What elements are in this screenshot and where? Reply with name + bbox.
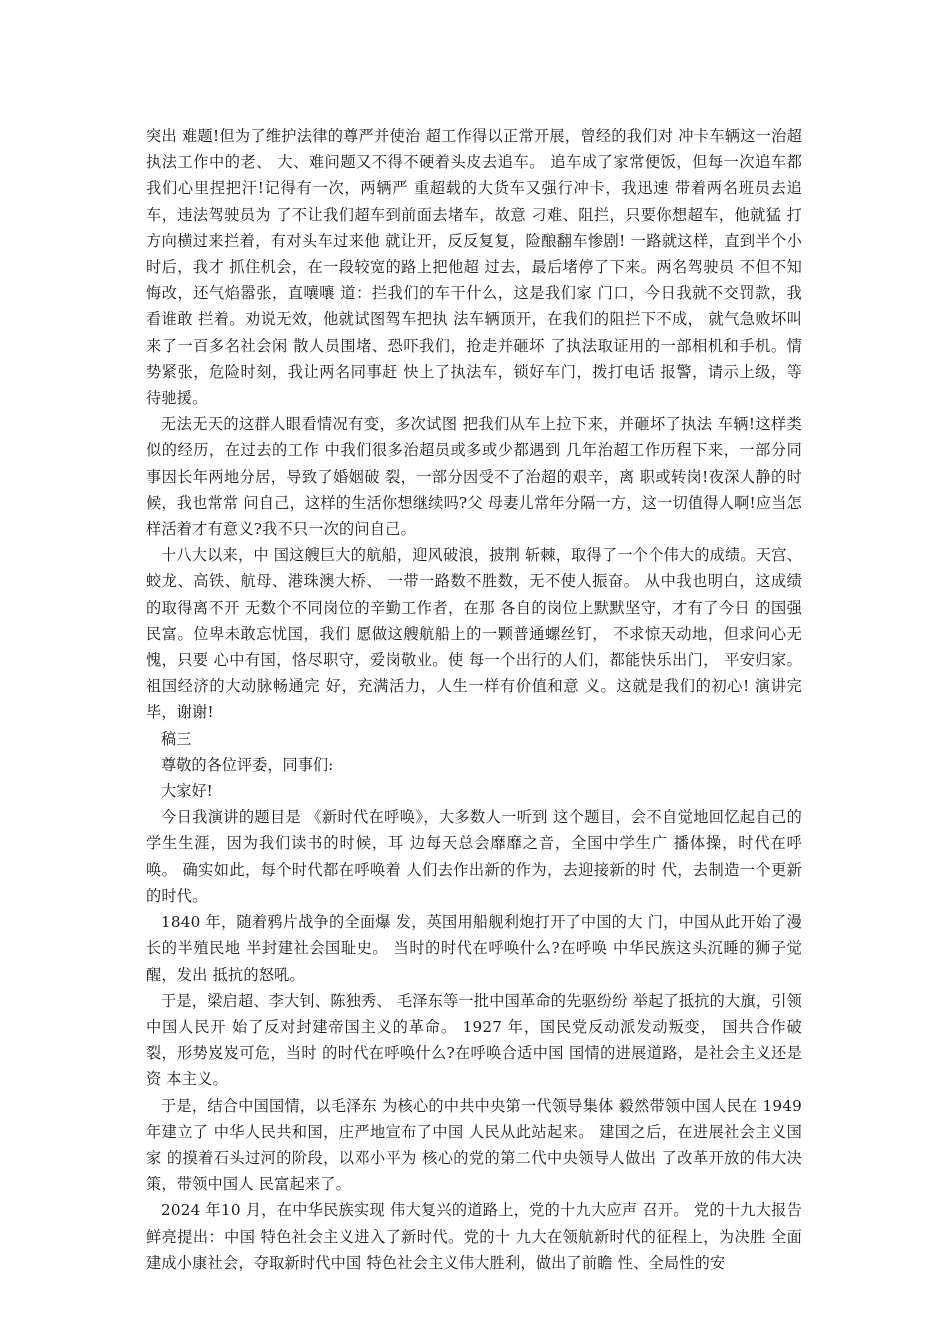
- greeting: 大家好!: [161, 782, 213, 801]
- salutation: 尊敬的各位评委，同事们:: [161, 755, 334, 774]
- paragraph-2: 无法无天的这群人眼看情况有变，多次试图 把我们从车上拉下来，并砸坏了执法 车辆!这样类似的经历，在过去的工作 中我们很多治超员或多或少都遇到 几年治超工作历程下来，一部分同事因长年两地分居，导致了婚姻破 裂，一部分因受不了治超的艰辛，离 职或转岗!夜深人静的时候，我也常常 问自己，这样的生活你想继续吗?父 母妻儿常年分隔一方，这一切值得人啊!应当怎样活着才有意义?我不只一次的问自己。: [146, 415, 802, 539]
- paragraph-3: 十八大以来，中 国这艘巨大的航船，迎风破浪，披荆 斩棘，取得了一个个伟大的成绩。天宫、蛟龙、高铁、航母、港珠澳大桥、 一带一路数不胜数，无不使人振奋。 从中我也明白，这成绩的取得离不开 无数个不同岗位的辛勤工作者，在那 各自的岗位上默默坚守，才有了今日 的国强民富。位卑未敢忘忧国，我们 愿做这艘航船上的一颗普通螺丝钉， 不求惊天动地，但求问心无愧，只要 心中有国，恪尽职守，爱岗敬业。使 每一个出行的人们，都能快乐出门， 平安归家。祖国经济的大动脉畅通完 好，充满活力，人生一样有价值和意 义。这就是我们的初心! 演讲完毕，谢谢!: [146, 546, 802, 722]
- paragraph-8: 2024 年10 月，在中华民族实现 伟大复兴的道路上，党的十九大应声 召开。 党的十九大报告鲜亮提出：中国 特色社会主义进入了新时代。党的十 九大在领航新时代的征程上，为决胜 全面建成小康社会，夺取新时代中国 特色社会主义伟大胜利，做出了前瞻 性、全局性的安: [146, 1201, 802, 1272]
- section-title-draft-three: 稿三: [161, 729, 192, 748]
- paragraph-1: 突出 难题!但为了维护法律的尊严并使治 超工作得以正常开展，曾经的我们对 冲卡车辆这一治超执法工作中的老、 大、难问题又不得不硬着头皮去追车。 追车成了家常便饭，但每一次追车都 我们心里捏把汗!记得有一次，两辆严 重超载的大货车又强行冲卡，我迅速 带着两名班员去追车，违法驾驶员为 了不让我们超车到前面去堵车，故意 刁难、阻拦，只要你想超车，他就猛 打方向横过来拦着，有对头车过来他 就让开，反反复复，险酿翻车惨剧! 一路就这样，直到半个小时后，我才 抓住机会，在一段较宽的路上把他超 过去，最后堵停了下来。两名驾驶员 不但不知悔改，还气焰嚣张，直嚷嚷 道：拦我们的车干什么，这是我们家 门口，今日我就不交罚款，我看谁敢 拦着。劝说无效，他就试图驾车把执 法车辆顶开，在我们的阻拦下不成， 就气急败坏叫来了一百多名社会闲 散人员围堵、恐吓我们，抢走并砸坏 了执法取证用的一部相机和手机。情 势紧张，危险时刻，我让两名同事赶 快上了执法车，锁好车门，拨打电话 报警，请示上级，等待驰援。: [146, 127, 802, 408]
- paragraph-5: 1840 年，随着鸦片战争的全面爆 发，英国用船舰利炮打开了中国的大 门，中国从此开始了漫长的半殖民地 半封建社会国耻史。 当时的时代在呼唤什么?在呼唤 中华民族这头沉睡的狮子觉醒，发出 抵抗的怒吼。: [146, 913, 802, 984]
- paragraph-4: 今日我演讲的题目是 《新时代在呼唤》，大多数人一听到 这个题目，会不自觉地回忆起自己的 学生生涯，因为我们读书的时候，耳 边每天总会靡靡之音，全国中学生广 播体操，时代在呼唤。 确实如此，每个时代都在呼唤着 人们去作出新的作为，去迎接新的时 代，去制造一个更新的时代。: [146, 808, 802, 905]
- document-body: [146, 123, 802, 1276]
- paragraph-6: 于是，梁启超、李大钊、陈独秀、 毛泽东等一批中国革命的先驱纷纷 举起了抵抗的大旗，引领中国人民开 始了反对封建帝国主义的革命。 1927 年，国民党反动派发动叛变， 国共合作破裂，形势岌岌可危，当时 的时代在呼唤什么?在呼唤合适中国 国情的进展道路，是社会主义还是资 本主义。: [146, 991, 802, 1089]
- paragraph-7: 于是，结合中国国情，以毛泽东 为核心的中共中央第一代领导集体 毅然带领中国人民在 1949 年建立了 中华人民共和国，庄严地宣布了中国 人民从此站起来。 建国之后，在进展社会主义国家 的摸着石头过河的阶段，以邓小平为 核心的党的第二代中央领导人做出 了改革开放的伟大决策，带领中国人 民富起来了。: [146, 1096, 802, 1194]
